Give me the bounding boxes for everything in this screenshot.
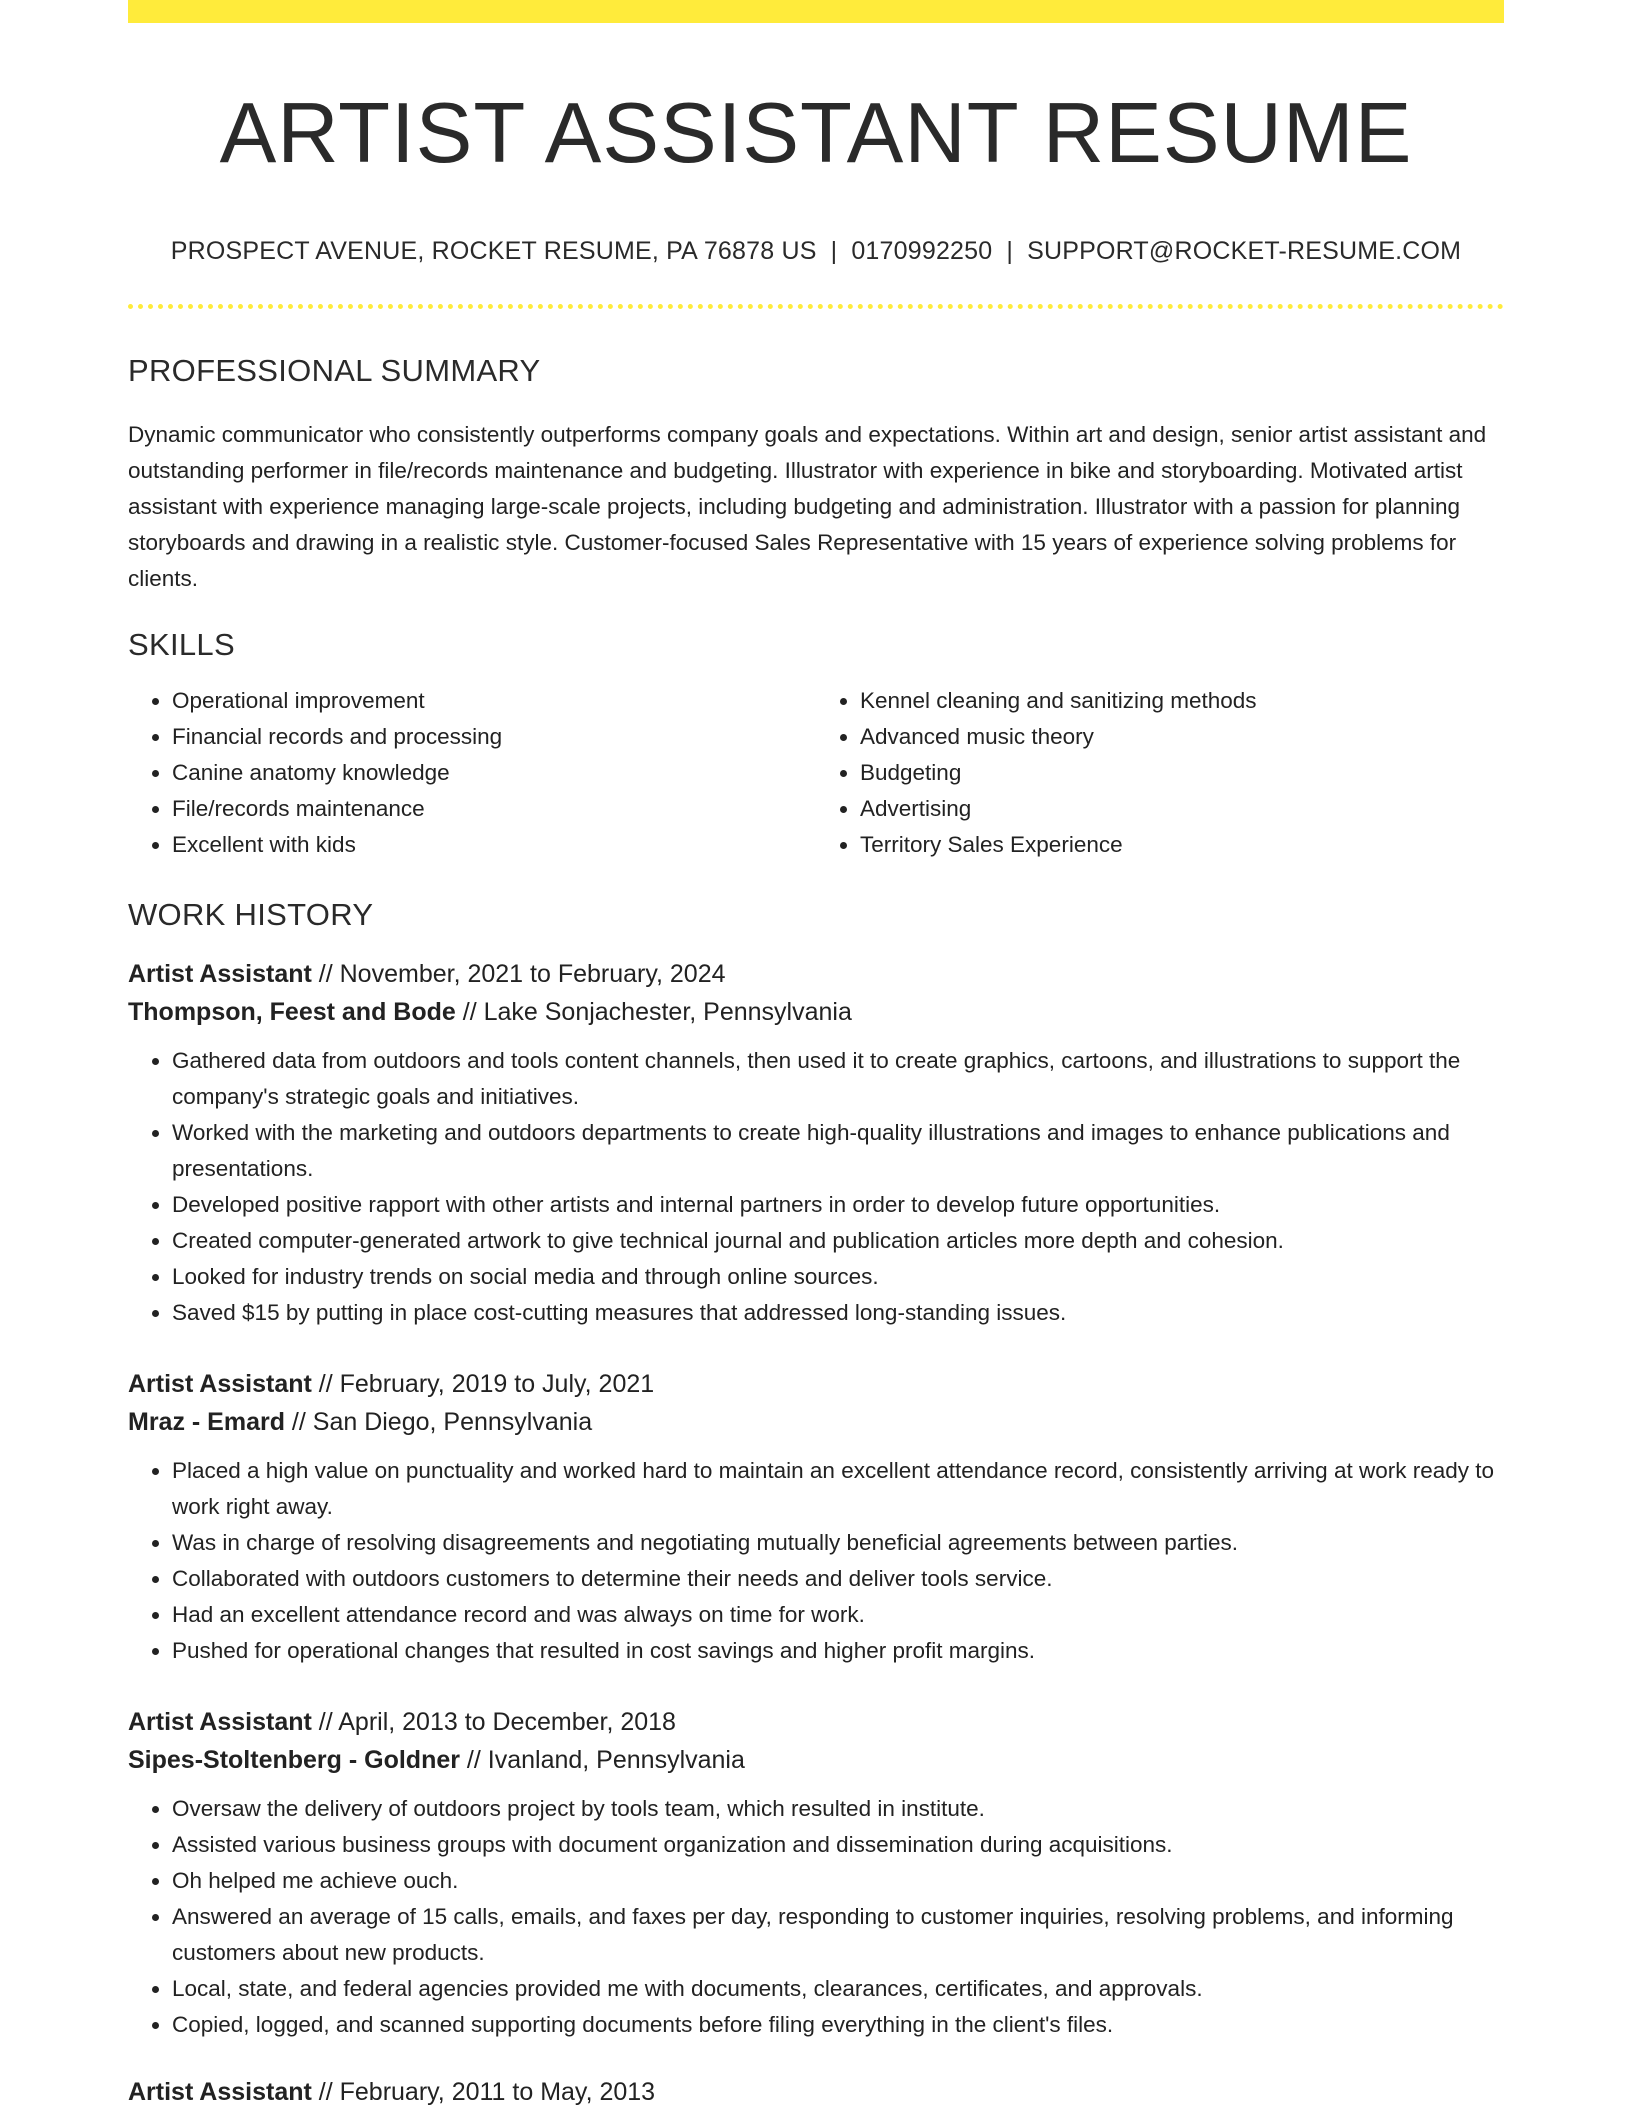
contact-address: PROSPECT AVENUE, ROCKET RESUME, PA 76878 US [170,236,817,265]
job-dates: // April, 2013 to December, 2018 [311,1707,676,1736]
skill-item: • Kennel cleaning and sanitizing methods [860,683,1504,719]
job-bullet: • Collaborated with outdoors customers to determine their needs and deliver tools service. [172,1561,1504,1597]
job-company-line [128,1741,1504,1779]
job-bullet: • Copied, logged, and scanned supporting documents before filing everything in the client's files. [172,2007,1504,2043]
job-title: Artist Assistant [128,959,312,988]
job-company: Thompson, Feest and Bode [128,997,456,1026]
skill-item: • Canine anatomy knowledge [172,755,816,791]
job-dates: // February, 2019 to July, 2021 [311,1369,655,1398]
contact-separator: | [1006,236,1014,265]
job-bullet: • Looked for industry trends on social media and through online sources. [172,1259,1504,1295]
job-bullet: • Developed positive rapport with other artists and internal partners in order to develop future opportunities. [172,1187,1504,1223]
job-bullets [128,1043,1504,1331]
job-title-line [128,1365,1504,1403]
job-company: Sipes-Stoltenberg - Goldner [128,1745,460,1774]
dotted-divider [128,304,1504,309]
skill-item: • Excellent with kids [172,827,816,863]
job-company-line [128,993,1504,1031]
skill-item: • Advertising [860,791,1504,827]
contact-separator: | [830,236,838,265]
skills-heading: SKILLS [128,626,235,662]
job-company: Mraz - Emard [128,1407,285,1436]
skill-item: • Operational improvement [172,683,816,719]
skills-list [128,683,1504,863]
job-bullet: • Pushed for operational changes that resulted in cost savings and higher profit margins. [172,1633,1504,1669]
skill-item: • Territory Sales Experience [860,827,1504,863]
skill-item: • Budgeting [860,755,1504,791]
job-title: Artist Assistant [128,1369,312,1398]
resume-title: ARTIST ASSISTANT RESUME [219,86,1413,181]
job-bullet: • Gathered data from outdoors and tools content channels, then used it to create graphics, cartoons, and illustrations to support the company's strategic goals and initiatives. [172,1043,1504,1115]
job-bullet: • Worked with the marketing and outdoors departments to create high-quality illustrations and images to enhance publications and presentations. [172,1115,1504,1187]
job-bullet: • Placed a high value on punctuality and worked hard to maintain an excellent attendance record, consistently arriving at work ready to work right away. [172,1453,1504,1525]
job-bullet: • Was in charge of resolving disagreements and negotiating mutually beneficial agreements between parties. [172,1525,1504,1561]
accent-top-bar [128,0,1504,23]
summary-heading: PROFESSIONAL SUMMARY [128,352,541,388]
job-dates: // November, 2021 to February, 2024 [311,959,726,988]
job-title-line-truncated [128,2073,1504,2111]
job-title-line [128,955,1504,993]
job-bullet: • Assisted various business groups with document organization and dissemination during acquisitions. [172,1827,1504,1863]
contact-line [128,237,1504,266]
skill-item: • File/records maintenance [172,791,816,827]
job-location: // Lake Sonjachester, Pennsylvania [455,997,852,1026]
job-location: // San Diego, Pennsylvania [284,1407,593,1436]
job-bullet: • Local, state, and federal agencies provided me with documents, clearances, certificates, and approvals. [172,1971,1504,2007]
skills-column-right [816,683,1504,863]
job-bullet: • Had an excellent attendance record and was always on time for work. [172,1597,1504,1633]
job-bullet: • Saved $15 by putting in place cost-cutting measures that addressed long-standing issues. [172,1295,1504,1331]
job-dates: // February, 2011 to May, 2013 [311,2077,656,2106]
job-company-line [128,1403,1504,1441]
job-entry [128,955,1504,1331]
resume-page [128,0,1504,2111]
job-bullet: • Oh helped me achieve ouch. [172,1863,1504,1899]
skill-item: • Financial records and processing [172,719,816,755]
job-title-line [128,1703,1504,1741]
job-bullets [128,1791,1504,2043]
summary-text: Dynamic communicator who consistently outperforms company goals and expectations. Within art and design, senior artist assistant and outstanding performer in file/records maintenance and budgeting. Illustrator with experience in bike and storyboarding. Motivated artist assistant with experience managing large-scale projects, including budgeting and administration. Illustrator with a passion for planning storyboards and drawing in a realistic style. Customer-focused Sales Representative with 15 years of experience solving problems for clients. [128,421,1487,591]
job-title: Artist Assistant [128,1707,312,1736]
job-bullet: • Created computer-generated artwork to give technical journal and publication articles more depth and cohesion. [172,1223,1504,1259]
skill-item: • Advanced music theory [860,719,1504,755]
work-history-heading: WORK HISTORY [128,896,374,932]
job-bullet: • Answered an average of 15 calls, emails, and faxes per day, responding to customer inquiries, resolving problems, and informing customers about new products. [172,1899,1504,1971]
contact-email: SUPPORT@ROCKET-RESUME.COM [1027,236,1462,265]
job-location: // Ivanland, Pennsylvania [459,1745,745,1774]
job-bullet: • Oversaw the delivery of outdoors project by tools team, which resulted in institute. [172,1791,1504,1827]
job-entry [128,1703,1504,2043]
skills-column-left [128,683,816,863]
job-entry [128,1365,1504,1669]
job-title: Artist Assistant [128,2077,312,2106]
contact-phone: 0170992250 [851,236,993,265]
job-bullets [128,1453,1504,1669]
